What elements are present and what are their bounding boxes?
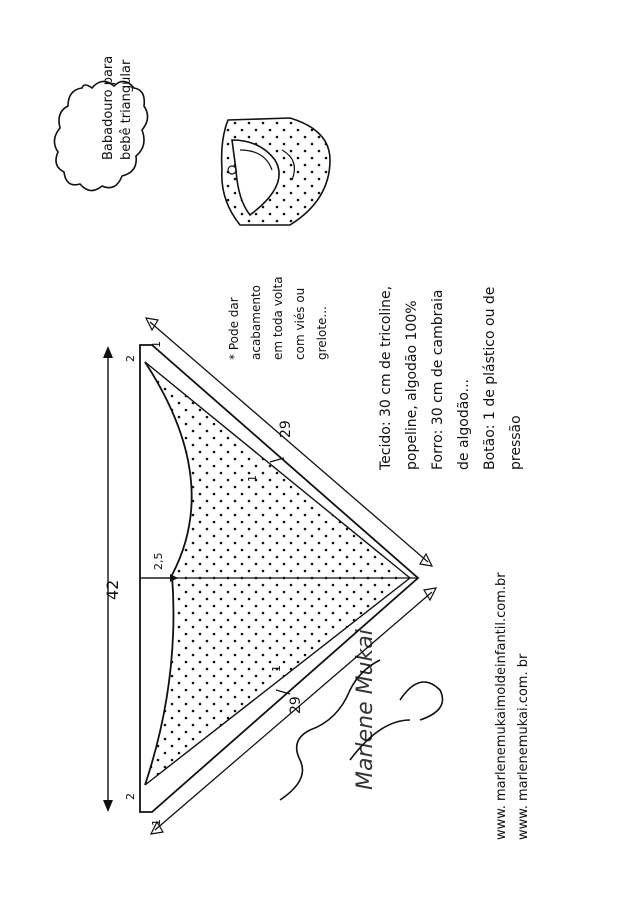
note-line-2: acabamento — [249, 285, 263, 360]
title-cloud — [54, 56, 147, 191]
seam-strap-top-label: 1 — [150, 341, 163, 348]
website-credits — [494, 572, 531, 840]
finish-note — [227, 276, 329, 360]
dimension-neck-depth-label: 2,5 — [152, 552, 165, 570]
materials-line-1: Tecido: 30 cm de tricoline, — [378, 285, 394, 470]
title-line-2: bebê triangular — [119, 59, 134, 160]
note-line-1: * Pode dar — [227, 297, 241, 360]
materials-line-2: popeline, algodão 100% — [404, 300, 420, 470]
dimension-height-label: 42 — [103, 579, 122, 600]
seam-inner-top-label: 1 — [246, 475, 259, 482]
materials-list — [378, 286, 524, 471]
dimension-side-bottom-label: 29 — [288, 696, 304, 714]
bib-illustration — [222, 118, 330, 225]
seam-inner-bottom-label: 1 — [270, 665, 283, 672]
signature-text: Marlene Mukai — [353, 629, 378, 790]
dimension-side-top-label: 29 — [278, 420, 294, 438]
dimension-height — [103, 346, 122, 812]
seam-strap-bottom-label: 1 — [150, 819, 163, 826]
note-line-3: em toda volta — [271, 276, 285, 360]
materials-line-5: Botão: 1 de plástico ou de — [482, 286, 498, 470]
materials-line-6: pressão — [508, 415, 524, 470]
materials-line-4: de algodão... — [456, 378, 472, 470]
seam-bottom-label: 2 — [124, 793, 137, 800]
note-line-5: grelote... — [315, 306, 329, 360]
website-line-2: www. marlenemukai.com. br — [516, 653, 531, 840]
title-line-1: Babadouro para — [101, 55, 116, 160]
materials-line-3: Forro: 30 cm de cambraia — [430, 289, 446, 470]
note-line-4: com viés ou — [293, 287, 307, 360]
website-line-1: www. marlenemukaimoldeinfantil.com.br — [494, 572, 509, 840]
dimension-neck-depth — [142, 553, 178, 583]
seam-top-label: 2 — [124, 355, 137, 362]
